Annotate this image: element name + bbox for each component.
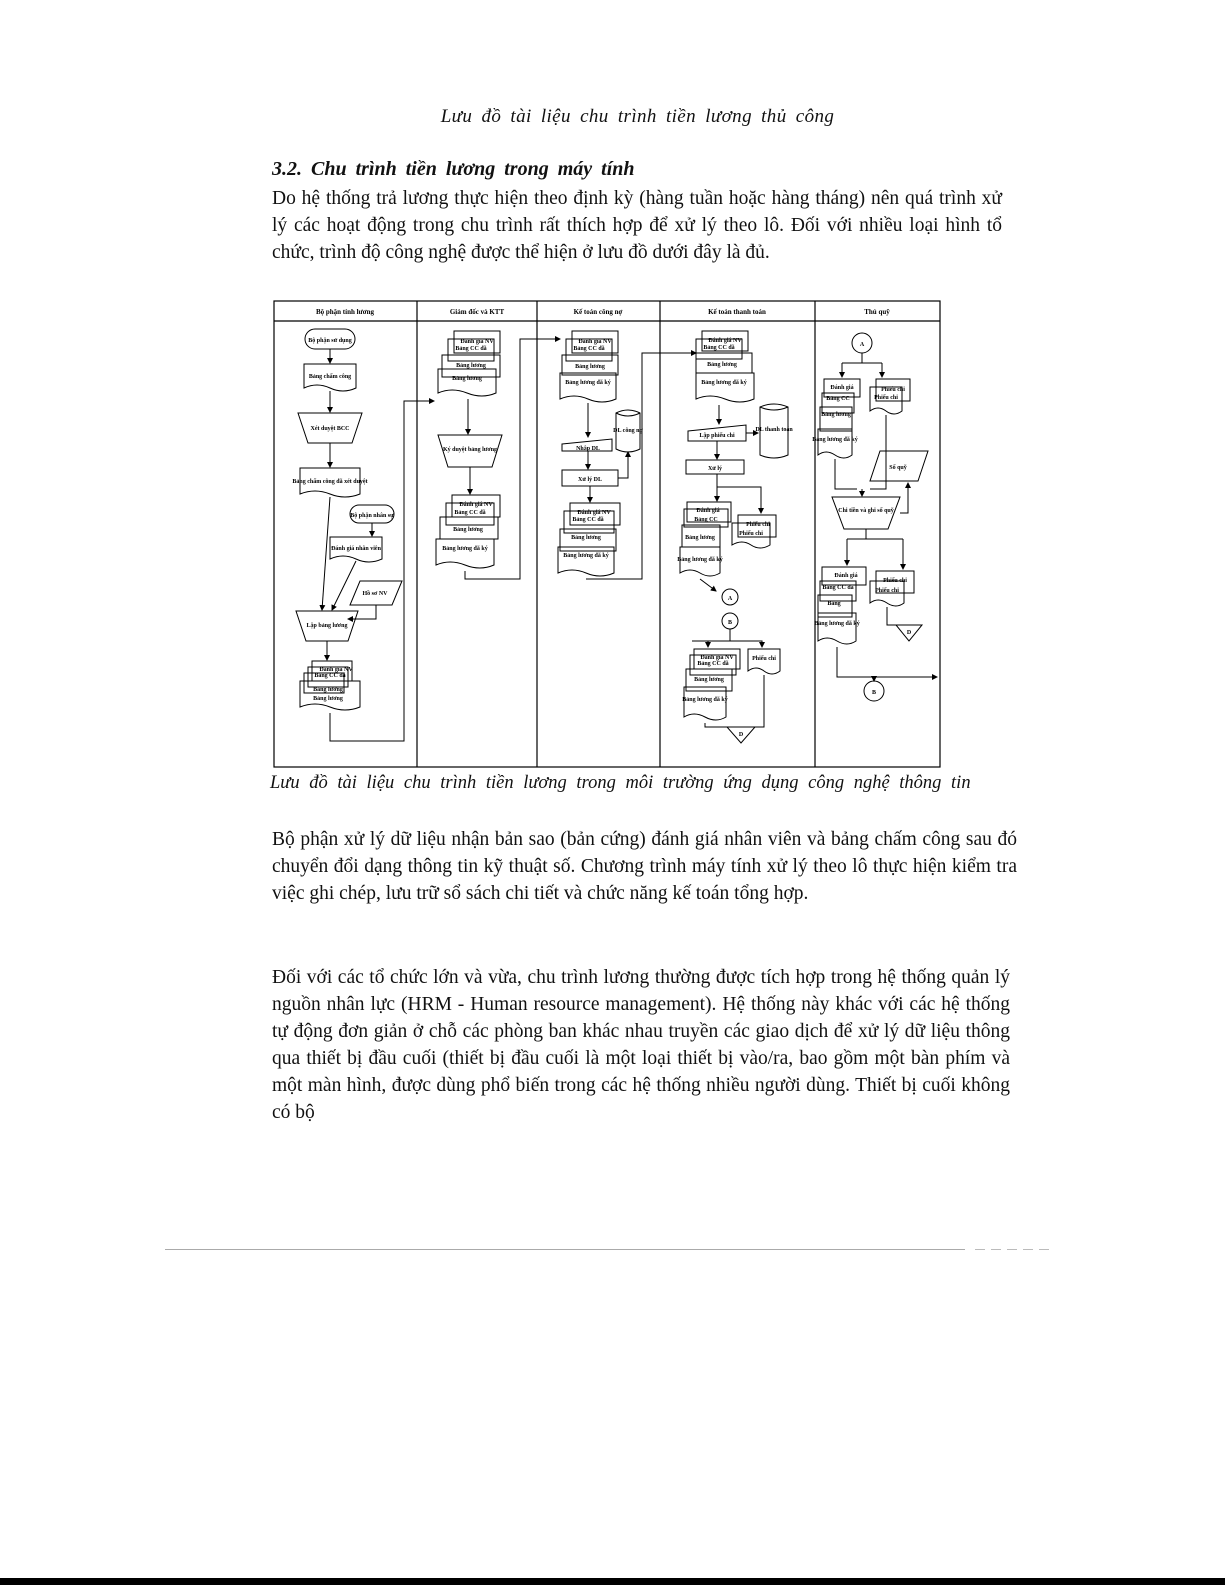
svg-text:Bảng CC: Bảng CC xyxy=(694,517,718,523)
lane-1-title: Bộ phận tính lương xyxy=(315,308,375,316)
svg-text:Phiếu chi: Phiếu chi xyxy=(739,531,763,537)
flowchart xyxy=(272,299,942,769)
svg-text:Bảng lương: Bảng lương xyxy=(453,527,483,533)
lane-5-title: Thủ quỹ xyxy=(864,308,890,316)
svg-text:Bảng lương đã ký: Bảng lương đã ký xyxy=(814,621,860,627)
svg-text:Đánh giá NV: Đánh giá NV xyxy=(578,339,612,345)
l4-input: Lập phiếu chi xyxy=(699,433,735,439)
l4-conn-a: A xyxy=(727,596,733,602)
svg-text:Bảng lương đã ký: Bảng lương đã ký xyxy=(563,553,609,559)
svg-text:Đánh giá: Đánh giá xyxy=(830,385,854,391)
svg-text:Bảng lương đã ký: Bảng lương đã ký xyxy=(812,437,858,443)
l4-file: D xyxy=(738,732,744,738)
svg-text:Bảng CC đã: Bảng CC đã xyxy=(697,661,729,667)
figure-caption-bottom: Lưu đồ tài liệu chu trình tiền lương trong môi trường ứng dụng công nghệ thông tin xyxy=(270,773,971,793)
svg-text:Bảng: Bảng xyxy=(827,601,841,607)
svg-text:Đánh giá NV: Đánh giá NV xyxy=(577,510,611,516)
svg-text:Đánh giá NV: Đánh giá NV xyxy=(700,655,734,661)
l4-process: Xử lý xyxy=(707,466,723,472)
l1-start2: Bộ phận nhân sự xyxy=(350,513,394,519)
l1-start: Bộ phận sử dụng xyxy=(308,338,352,344)
svg-text:Bảng CC đã: Bảng CC đã xyxy=(572,517,604,523)
l3-input: Nhập DL xyxy=(576,446,600,452)
svg-text:Bảng lương đã ký: Bảng lương đã ký xyxy=(565,380,611,386)
l5-conn-b: B xyxy=(871,690,877,696)
svg-text:Đánh giá NV: Đánh giá NV xyxy=(708,338,742,344)
svg-text:Bảng lương: Bảng lương xyxy=(707,362,737,368)
svg-text:Bảng lương: Bảng lương xyxy=(694,677,724,683)
svg-text:Bảng CC đã: Bảng CC đã xyxy=(314,673,346,679)
svg-text:Bảng lương đã ký: Bảng lương đã ký xyxy=(442,546,488,552)
svg-text:Phiếu chi: Phiếu chi xyxy=(746,522,770,528)
l5-manual: Chi tiền và ghi sổ quỹ xyxy=(838,508,894,514)
svg-text:Phiếu chi: Phiếu chi xyxy=(881,387,905,393)
l1-manual1: Xét duyệt BCC xyxy=(310,426,350,432)
svg-text:Bảng CC đã: Bảng CC đã xyxy=(703,345,735,351)
svg-text:Bảng lương: Bảng lương xyxy=(313,696,343,702)
l1-manual2: Lập bảng lương xyxy=(306,623,348,629)
svg-text:Bảng CC đã: Bảng CC đã xyxy=(455,346,487,352)
l4-db: DL thanh toán xyxy=(755,427,793,433)
svg-text:Bảng lương đã ký: Bảng lương đã ký xyxy=(677,557,723,563)
l4-conn-b: B xyxy=(727,620,733,626)
l1-doc3: Đánh giá nhân viên xyxy=(331,546,381,552)
svg-text:Bảng lương: Bảng lương xyxy=(452,376,482,382)
svg-text:Bảng lương: Bảng lương xyxy=(685,535,715,541)
l5-conn-a: A xyxy=(859,342,865,348)
lane-3-title: Kế toán công nợ xyxy=(573,308,623,316)
svg-text:Đánh giá: Đánh giá xyxy=(834,573,858,579)
l1-doc2: Bảng chấm công đã xét duyệt xyxy=(292,479,368,485)
l3-db: DL công nợ xyxy=(613,428,643,434)
l1-doc1: Bảng chấm công xyxy=(308,374,352,380)
l5-file: D xyxy=(906,630,912,636)
svg-text:Đánh giá NV: Đánh giá NV xyxy=(460,339,494,345)
svg-text:Phiếu chi: Phiếu chi xyxy=(874,395,898,401)
section-heading: 3.2. Chu trình tiền lương trong máy tính xyxy=(272,158,635,180)
svg-text:Bảng lương: Bảng lương xyxy=(575,364,605,370)
svg-text:Bảng CC đã: Bảng CC đã xyxy=(573,346,605,352)
footer-rule xyxy=(165,1249,965,1250)
paragraph-2: Bộ phận xử lý dữ liệu nhận bản sao (bản cứng) đánh giá nhân viên và bảng chấm công sau đó chuyển đổi dạng thông tin kỹ thuật số. Chương trình máy tính xử lý theo lô thực hiện kiểm tra việc ghi chép, lưu trữ sổ sách chi tiết và chức năng kế toán tổng hợp. xyxy=(272,829,1017,904)
svg-text:Bảng lương: Bảng lương xyxy=(456,363,486,369)
svg-text:Đánh giá NV: Đánh giá NV xyxy=(319,667,353,673)
figure-caption-top: Lưu đồ tài liệu chu trình tiền lương thủ công xyxy=(440,106,835,127)
svg-text:Bảng CC: Bảng CC xyxy=(826,396,850,402)
lane-4-title: Kế toán thanh toán xyxy=(708,308,766,316)
svg-text:Bảng lương đã ký: Bảng lương đã ký xyxy=(701,380,747,386)
l5-data: Sổ quỹ xyxy=(889,465,907,471)
l3-process: Xử lý DL xyxy=(578,477,602,483)
svg-text:Phiếu chi: Phiếu chi xyxy=(883,578,907,584)
l2-manual: Ký duyệt bảng lương xyxy=(442,447,498,453)
l1-data1: Hồ sơ NV xyxy=(362,591,388,597)
svg-text:Đánh giá NV: Đánh giá NV xyxy=(459,502,493,508)
svg-text:Bảng lương: Bảng lương xyxy=(571,535,601,541)
svg-text:Phiếu chi: Phiếu chi xyxy=(875,588,899,594)
paragraph-3: Đối với các tổ chức lớn và vừa, chu trình lương thường được tích hợp trong hệ thống quản lý nguồn nhân lực (HRM - Human resource management). Hệ thống này khác với các hệ thống tự động đơn giản ở chỗ các phòng ban khác nhau truyền các giao dịch để xử lý dữ liệu thông qua thiết bị đầu cuối (thiết bị đầu cuối là một loại thiết bị vào/ra, bao gồm một bàn phím và một màn hình, được dùng phổ biến trong các hệ thống nhiều người dùng. Thiết bị cuối không có bộ xyxy=(272,967,1010,1123)
svg-text:Bảng lương đã ký: Bảng lương đã ký xyxy=(682,697,728,703)
svg-text:Đánh giá: Đánh giá xyxy=(696,508,720,514)
lane-2-title: Giám đốc và KTT xyxy=(449,308,505,316)
paragraph-1: Do hệ thống trả lương thực hiện theo định kỳ (hàng tuần hoặc hàng tháng) nên quá trình xử lý các hoạt động trong chu trình rất thích hợp để xử lý theo lô. Đối với nhiều loại hình tổ chức, trình độ công nghệ được thể hiện ở lưu đồ dưới đây là đủ. xyxy=(272,188,1002,263)
svg-text:Bảng lương: Bảng lương xyxy=(313,687,343,693)
svg-text:Bảng lương: Bảng lương xyxy=(821,412,851,418)
page-bottom-edge xyxy=(0,1578,1225,1585)
footer-rule-dashed xyxy=(975,1249,1053,1250)
svg-text:Bảng CC đã: Bảng CC đã xyxy=(822,585,854,591)
svg-text:Bảng CC đã: Bảng CC đã xyxy=(454,510,486,516)
l4-doc3: Phiếu chi xyxy=(752,656,776,662)
